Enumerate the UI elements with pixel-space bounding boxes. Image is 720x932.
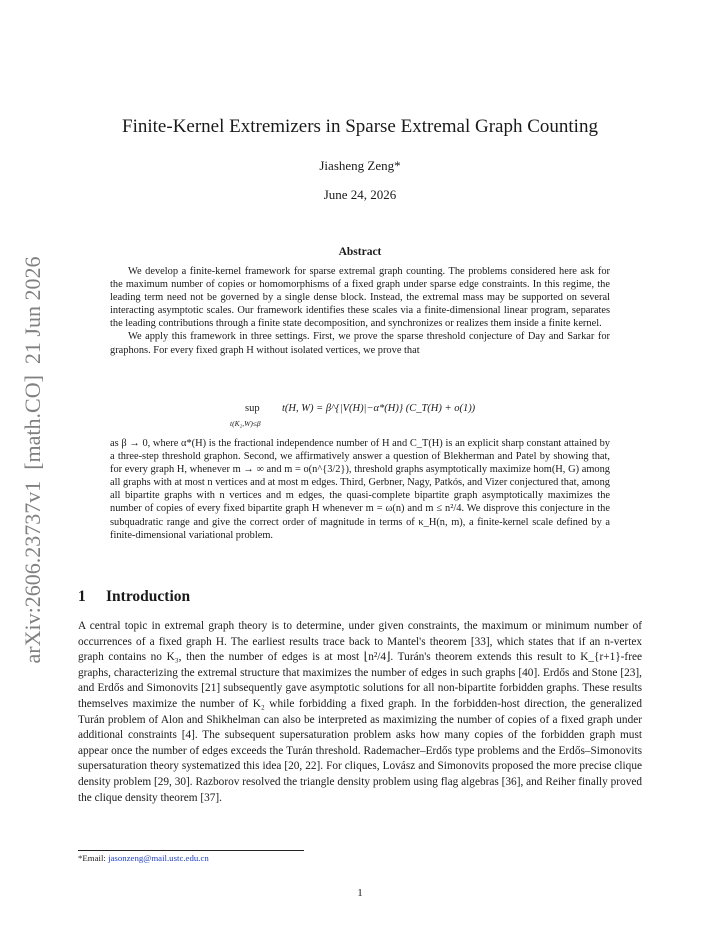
equation-operator: sup: [245, 403, 260, 414]
page-number: 1: [357, 887, 363, 899]
arxiv-stamp: [6, 250, 56, 670]
author-name: Jiasheng Zeng*: [319, 158, 401, 173]
introduction-paragraph: A central topic in extremal graph theory is to determine, under given constraints, the maximum or minimum number of occurrences of a fixed graph H. The earliest results trace back to Mantel's theorem [33], which states that if an n-vertex graph contains no K₃, then the number of edges is at most ⌊n²/4⌋. Turán's theorem extends this result to K_{r+1}-free graphs, characterizing the extremal structure that maximizes the number of edges in such graphs [40]. Erdős and Stone [23], and Erdős and Simonovits [21] subsequently gave asymptotic solutions for all non-bipartite forbidden graphs. These results themselves maximize the number of K₂ while forbidding a fixed graph. In the forbidden-host direction, the generalized Turán problem of Alon and Shikhelman can also be interpreted as maximizing the number of copies of a fixed graph under additional constraints [4]. The subsequent supersaturation problem asks how many copies of the forbidden graph must appear once the number of edges exceeds the Turán threshold. Rademacher–Erdős type problems and the Erdős–Simonovits supersaturation theory systematized this idea [20, 22]. For cliques, Lovász and Simonovits proposed the more precise clique density problem [29, 30]. Razborov resolved the triangle density problem using flag algebras [36], and Reiher finally proved the clique density theorem [37].: [78, 620, 642, 804]
abstract-paragraph-2: We apply this framework in three settings. First, we prove the sparse threshold conjecture of Day and Sarkar for graphons. For every fixed graph H without isolated vertices, we prove that: [110, 331, 610, 356]
introduction-body: [78, 619, 642, 806]
arxiv-stamp-text: arXiv:2606.23737v1 [math.CO] 21 Jun 2026: [20, 256, 45, 664]
abstract-block-1: [110, 265, 610, 357]
equation-subscript: t(K₂,W)≤β: [230, 419, 261, 428]
footnote-label: *Email:: [78, 853, 106, 863]
abstract-paragraph-3: as β → 0, where α*(H) is the fractional independence number of H and C_T(H) is an explicit sharp constant attained by a three-step threshold graphon. Second, we affirmatively answer a question of Blekherman and Patel by showing that, for every graph H, whenever m → ∞ and m = o(n^{3/2}), threshold graphs asymptotically maximize hom(H, G) among all graphs with at most n vertices and at most m edges. Third, Gerbner, Nagy, Patkós, and Vizer conjectured that, among all bipartite graphs with n vertices and m edges, the quasi-complete bipartite graph asymptotically maximizes the number of copies of every fixed bipartite graph H whenever m = ω(n) and m ≤ n²/4. We disprove this conjecture in the subquadratic range and give the correct order of magnitude in terms of κ_H(n, m), a finite-kernel scale defined by a finite-dimensional variational problem.: [110, 438, 610, 541]
section-title: Introduction: [106, 588, 191, 605]
abstract-paragraph-1: We develop a finite-kernel framework for sparse extremal graph counting. The problems considered here ask for the maximum number of copies or homomorphisms of a fixed graph under sparse edge constraints. In this regime, the leading term need not be governed by a single dense block. Instead, the extremal mass may be supported on several interacting asymptotic scales. Our framework identifies these scales via a finite-dimensional linear program, separates the leading contributions through a finite state decomposition, and synchronizes or realizes them inside a finite kernel.: [110, 266, 610, 330]
abstract-heading: Abstract: [338, 246, 382, 258]
display-equation: [0, 403, 720, 433]
equation-rhs: t(H, W) = β^{|V(H)|−α*(H)} (C_T(H) + o(1)): [282, 403, 476, 414]
abstract-block-2: [110, 437, 610, 542]
section-number: 1: [78, 588, 86, 605]
section-heading: [78, 588, 190, 606]
footnote-email-link[interactable]: jasonzeng@mail.ustc.edu.cn: [108, 853, 209, 863]
paper-title: Finite-Kernel Extremizers in Sparse Extremal Graph Counting: [122, 116, 598, 137]
footnote: [78, 853, 209, 863]
footnote-rule: [78, 850, 304, 851]
paper-date: June 24, 2026: [323, 187, 397, 202]
